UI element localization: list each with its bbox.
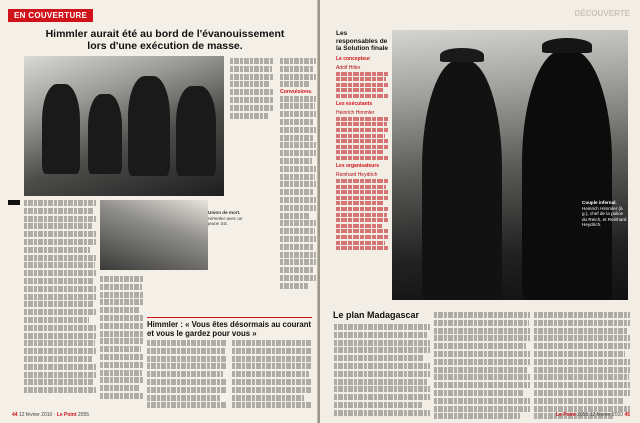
text-line — [230, 66, 272, 72]
text-line — [24, 309, 96, 315]
sidebar-head-2: Les exécutants — [336, 100, 373, 107]
footer-date: 12 février 2010 — [18, 412, 53, 418]
text-line — [230, 105, 274, 111]
text-line — [334, 324, 430, 330]
text-line — [24, 387, 96, 393]
page-number: 44 — [12, 412, 18, 418]
text-line — [232, 348, 311, 354]
text-line — [280, 74, 316, 80]
text-line — [336, 229, 388, 233]
subheading: Le plan Madagascar — [333, 310, 420, 320]
text-line — [280, 81, 310, 87]
text-line — [434, 367, 528, 373]
right-rubric: DÉCOUVERTE — [574, 9, 630, 18]
text-line — [334, 340, 430, 346]
text-line — [147, 363, 227, 369]
text-line — [336, 150, 383, 154]
text-line — [434, 382, 530, 388]
text-line — [434, 406, 530, 412]
text-line — [336, 145, 388, 149]
text-line — [534, 351, 625, 357]
text-line — [230, 81, 270, 87]
text-line — [100, 393, 144, 399]
text-line — [280, 189, 314, 195]
text-line — [280, 111, 316, 117]
text-line — [334, 347, 430, 353]
text-line — [147, 348, 225, 354]
text-line — [280, 252, 316, 258]
text-line — [24, 348, 96, 354]
text-line — [280, 66, 314, 72]
text-line — [100, 354, 144, 360]
left-page — [0, 0, 318, 423]
text-line — [24, 223, 92, 229]
section-heading: Convulsions. — [280, 89, 313, 96]
text-line — [280, 283, 308, 289]
text-line — [280, 267, 314, 273]
text-line — [336, 77, 386, 81]
photo-figure — [88, 94, 122, 174]
text-line — [147, 379, 227, 385]
text-line — [534, 359, 630, 365]
photo-figure-right — [522, 50, 612, 300]
text-line — [534, 343, 630, 349]
photo-caption-text: Heinrich Himmler (à g.), chef de la police du Reich, et Reinhard Heydrich. — [582, 205, 627, 228]
text-column — [280, 58, 316, 291]
text-line — [336, 179, 388, 183]
text-line — [336, 122, 387, 126]
sidebar-head-3: Les organisateurs — [336, 163, 380, 170]
text-line — [24, 255, 96, 261]
text-line — [147, 402, 227, 408]
text-line — [100, 377, 144, 383]
text-line — [334, 386, 430, 392]
text-line — [100, 292, 144, 298]
text-line — [336, 94, 388, 98]
text-line — [24, 286, 96, 292]
text-line — [534, 398, 623, 404]
headline-line-1: Himmler aurait été au bord de l'évanouissement — [45, 28, 285, 40]
text-line — [280, 158, 312, 164]
text-line — [534, 335, 630, 341]
text-line — [280, 275, 316, 281]
text-line — [280, 259, 316, 265]
himmler-heydrich-photo — [392, 30, 628, 300]
text-line — [336, 190, 388, 194]
text-line — [434, 312, 530, 318]
photo-caption — [582, 200, 628, 228]
right-body-column-2 — [434, 312, 530, 421]
article-headline — [20, 28, 310, 52]
text-line — [336, 72, 388, 76]
text-line — [334, 371, 430, 377]
text-line — [280, 205, 316, 211]
text-line — [24, 317, 89, 323]
text-line — [336, 134, 385, 138]
photo-caption-lead: Couple infernal. — [582, 200, 617, 205]
secondary-photo — [100, 200, 208, 270]
text-line — [280, 58, 316, 64]
text-line — [24, 333, 96, 339]
text-line — [534, 367, 630, 373]
text-line — [334, 332, 428, 338]
text-line — [100, 307, 140, 313]
text-line — [534, 406, 630, 412]
footer-date-right: 12 février 2010 — [589, 412, 624, 418]
text-line — [100, 299, 144, 305]
text-line — [334, 402, 422, 408]
text-line — [280, 197, 316, 203]
photo-figure-left — [422, 60, 502, 300]
text-line — [336, 156, 388, 160]
text-line — [100, 331, 144, 337]
text-line — [280, 150, 316, 156]
right-page — [320, 0, 640, 423]
text-line — [280, 96, 316, 102]
body-column-2 — [100, 276, 144, 401]
text-line — [24, 208, 94, 214]
text-line — [280, 166, 316, 172]
text-line — [280, 119, 313, 125]
sidebar-box — [336, 30, 388, 305]
text-line — [24, 200, 96, 206]
page-number-right: 45 — [624, 412, 630, 418]
text-line — [100, 385, 139, 391]
main-photo — [24, 56, 224, 196]
text-line — [280, 220, 316, 226]
text-line — [24, 270, 96, 276]
text-line — [336, 201, 384, 205]
footer-magazine: Le Point — [56, 412, 77, 418]
text-line — [24, 247, 90, 253]
sidebar-head-1: Le concepteur — [336, 55, 371, 62]
text-line — [434, 359, 530, 365]
text-line — [334, 394, 430, 400]
text-line — [336, 83, 388, 87]
text-line — [100, 323, 143, 329]
text-line — [336, 128, 388, 132]
pull-quote-text: Himmler : « Vous êtes désormais au courant et vous le gardez pour vous » — [147, 320, 312, 338]
text-line — [232, 371, 309, 377]
text-line — [24, 379, 94, 385]
pull-quote-rule — [147, 317, 312, 318]
photo-figure — [128, 76, 170, 176]
sidebar-name-3: Reinhard Heydrich — [336, 172, 378, 179]
text-line — [534, 320, 630, 326]
text-line — [336, 139, 388, 143]
text-line — [280, 142, 316, 148]
photo-caption-small — [208, 210, 244, 227]
text-line — [334, 410, 430, 416]
article-start-mark — [8, 200, 20, 205]
text-line — [100, 346, 141, 352]
text-line — [336, 241, 385, 245]
text-line — [336, 224, 382, 228]
text-line — [336, 88, 384, 92]
text-line — [100, 370, 142, 376]
footer-issue: 2055 — [77, 412, 90, 418]
text-line — [100, 338, 144, 344]
text-line — [434, 390, 524, 396]
text-line — [434, 374, 530, 380]
text-line — [232, 402, 312, 408]
footer-issue-right: 2055 — [577, 412, 589, 418]
text-line — [232, 363, 312, 369]
text-line — [232, 395, 304, 401]
right-footer — [556, 412, 630, 418]
text-line — [434, 351, 530, 357]
text-line — [336, 196, 388, 200]
text-line — [280, 174, 315, 180]
headline-line-2: lors d'une exécution de masse. — [87, 40, 243, 52]
text-line — [336, 213, 387, 217]
text-line — [334, 379, 427, 385]
photo-caption-column — [230, 58, 274, 120]
text-line — [232, 340, 312, 346]
text-line — [336, 235, 388, 239]
right-body-column-3 — [534, 312, 630, 421]
photo-figure — [176, 86, 216, 176]
text-line — [280, 181, 316, 187]
text-line — [230, 74, 274, 80]
text-line — [534, 382, 630, 388]
caption-text: Himmler avec un jeune SS. — [208, 215, 243, 227]
text-line — [232, 379, 312, 385]
text-line — [434, 413, 520, 419]
text-line — [24, 239, 96, 245]
text-line — [336, 218, 388, 222]
text-line — [100, 276, 144, 282]
text-line — [230, 113, 268, 119]
text-line — [24, 340, 95, 346]
sidebar-name-1: Adolf Hitler — [336, 64, 361, 71]
text-line — [280, 228, 315, 234]
sidebar-name-2: Heinrich Himmler — [336, 109, 375, 116]
text-line — [24, 372, 96, 378]
text-line — [24, 278, 93, 284]
text-line — [280, 244, 313, 250]
text-line — [147, 340, 227, 346]
footer-magazine-right: Le Point — [556, 412, 576, 418]
left-footer: 44 12 février 2010 · Le Point 2055 — [12, 412, 90, 418]
text-line — [434, 328, 530, 334]
text-line — [232, 356, 312, 362]
text-line — [147, 395, 221, 401]
text-line — [534, 374, 629, 380]
text-line — [280, 236, 316, 242]
text-line — [232, 387, 312, 393]
pull-quote — [147, 317, 312, 338]
photo-cap-left — [440, 48, 484, 62]
text-line — [336, 246, 388, 250]
text-line — [147, 387, 227, 393]
text-line — [100, 362, 144, 368]
text-line — [230, 58, 274, 64]
text-line — [336, 117, 388, 121]
text-line — [24, 301, 94, 307]
text-line — [434, 335, 530, 341]
text-line — [230, 89, 274, 95]
text-line — [434, 343, 526, 349]
photo-cap-right — [542, 38, 592, 53]
text-line — [147, 371, 223, 377]
text-line — [100, 284, 142, 290]
caption-lead: Union de mort. — [208, 210, 241, 215]
text-line — [24, 356, 92, 362]
text-line — [280, 103, 315, 109]
text-line — [534, 312, 630, 318]
text-line — [334, 363, 430, 369]
text-line — [280, 213, 310, 219]
text-line — [24, 364, 96, 370]
text-line — [280, 135, 314, 141]
right-body-column-1 — [334, 324, 430, 418]
text-line — [534, 328, 628, 334]
text-line — [24, 294, 96, 300]
sidebar-title: Les responsables de la Solution finale — [336, 30, 389, 52]
body-column-4 — [232, 340, 312, 410]
text-line — [280, 127, 316, 133]
text-line — [147, 356, 227, 362]
text-line — [24, 216, 96, 222]
text-line — [336, 185, 386, 189]
text-line — [336, 207, 388, 211]
text-line — [24, 262, 95, 268]
text-line — [434, 398, 530, 404]
section-rubric: EN COUVERTURE — [8, 9, 93, 22]
text-line — [334, 355, 424, 361]
text-line — [24, 231, 96, 237]
text-line — [434, 320, 529, 326]
photo-figure — [42, 84, 80, 174]
text-line — [230, 97, 273, 103]
body-column-1 — [24, 200, 96, 395]
text-line — [534, 390, 630, 396]
body-column-3 — [147, 340, 227, 410]
text-line — [100, 315, 144, 321]
text-line — [24, 325, 96, 331]
